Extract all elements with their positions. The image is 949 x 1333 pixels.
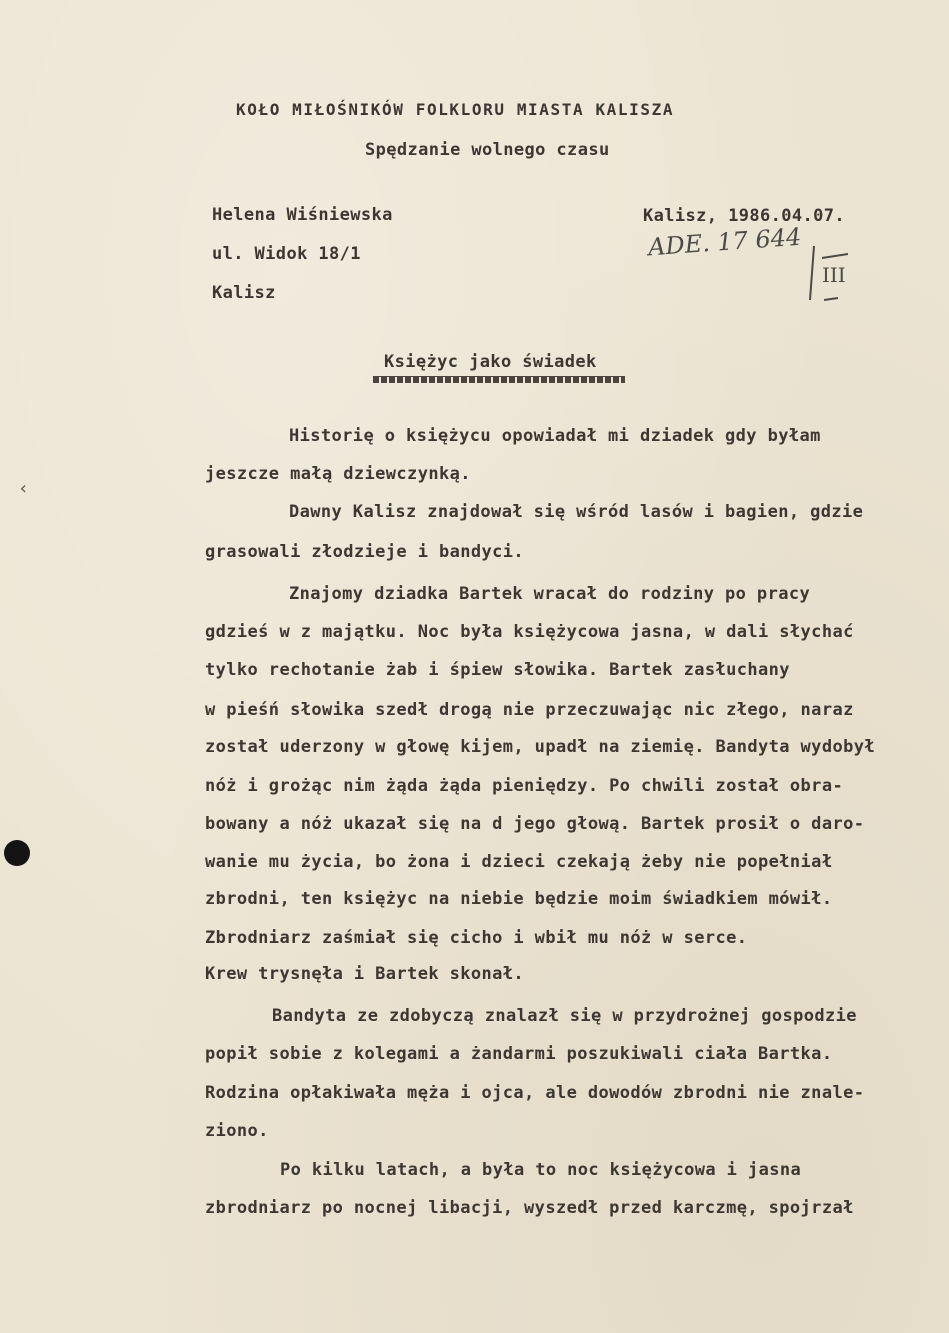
- organization-header: KOŁO MIŁOŚNIKÓW FOLKLORU MIASTA KALISZA: [236, 100, 675, 119]
- body-line: jeszcze małą dziewczynką.: [205, 464, 471, 484]
- sender-street: ul. Widok 18/1: [212, 244, 361, 264]
- body-line: zbrodniarz po nocnej libacji, wyszedł przed karczmę, spojrzał: [205, 1198, 854, 1218]
- margin-mark: ‹: [18, 478, 29, 499]
- handwritten-archive-number: ADE. 17 644: [647, 222, 803, 262]
- handwritten-mark: [808, 242, 848, 304]
- body-line: bowany a nóż ukazał się na d jego głową. Bartek prosił o daro-: [205, 814, 865, 834]
- body-line: popił sobie z kolegami a żandarmi poszukiwali ciała Bartka.: [205, 1044, 833, 1064]
- body-line: Zbrodniarz zaśmiał się cicho i wbił mu nóż w serce.: [205, 928, 748, 948]
- sender-name: Helena Wiśniewska: [212, 205, 393, 225]
- body-line: Bandyta ze zdobyczą znalazł się w przydrożnej gospodzie: [272, 1006, 857, 1026]
- body-line: Krew trysnęła i Bartek skonał.: [205, 964, 525, 984]
- title-underline: [373, 376, 625, 383]
- body-line: gdzieś w z majątku. Noc była księżycowa jasna, w dali słychać: [205, 622, 854, 642]
- body-line: grasowali złodzieje i bandyci.: [205, 542, 525, 562]
- body-line: w pieśń słowika szedł drogą nie przeczuwając nic złego, naraz: [205, 700, 854, 720]
- body-line: wanie mu życia, bo żona i dzieci czekają żeby nie popełniał: [205, 852, 833, 872]
- sender-city: Kalisz: [212, 283, 276, 303]
- body-line: Znajomy dziadka Bartek wracał do rodziny po pracy: [289, 584, 811, 604]
- body-line: został uderzony w głowę kijem, upadł na ziemię. Bandyta wydobył: [205, 737, 875, 757]
- body-line: Rodzina opłakiwała męża i ojca, ale dowodów zbrodni nie znale-: [205, 1083, 865, 1103]
- body-line: Po kilku latach, a była to noc księżycowa i jasna: [280, 1160, 802, 1180]
- document-subtitle: Spędzanie wolnego czasu: [365, 140, 610, 160]
- punch-hole: [4, 840, 30, 866]
- story-title: Księżyc jako świadek: [384, 352, 597, 372]
- body-line: Dawny Kalisz znajdował się wśród lasów i bagien, gdzie: [289, 502, 864, 522]
- body-line: ziono.: [205, 1121, 269, 1141]
- body-line: nóż i grożąc nim żąda żąda pieniędzy. Po chwili został obra-: [205, 776, 844, 796]
- body-line: tylko rechotanie żab i śpiew słowika. Bartek zasłuchany: [205, 660, 790, 680]
- handwritten-mark-text: III: [822, 263, 846, 287]
- body-line: zbrodni, ten księżyc na niebie będzie moim świadkiem mówił.: [205, 889, 833, 909]
- document-date: Kalisz, 1986.04.07.: [643, 206, 846, 226]
- body-line: Historię o księżycu opowiadał mi dziadek gdy byłam: [289, 426, 821, 446]
